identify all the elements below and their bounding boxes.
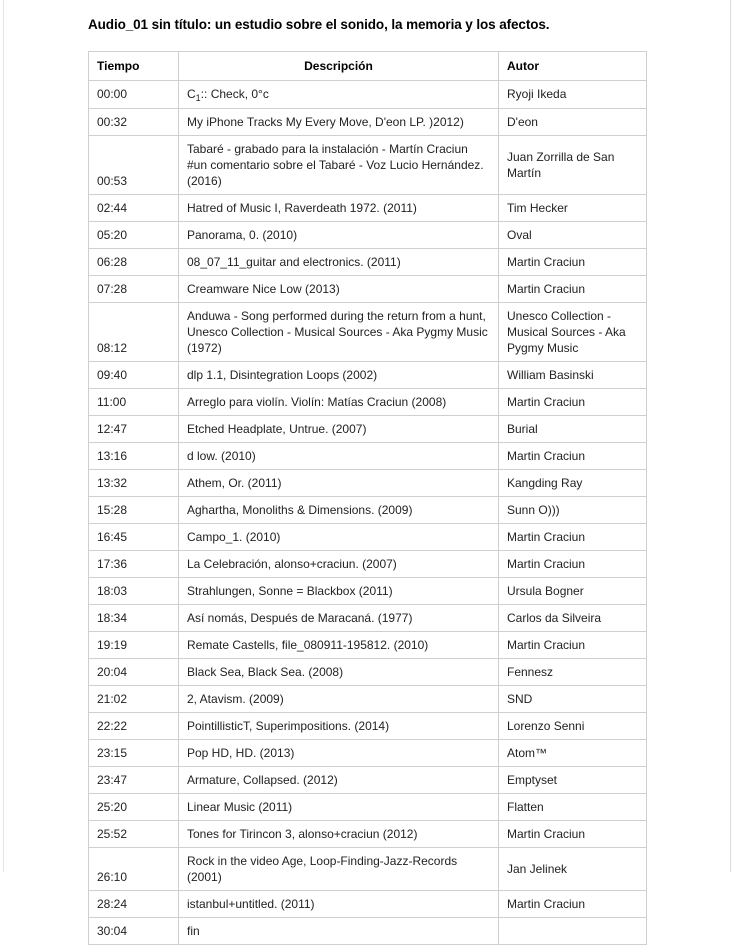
cell-tiempo: 11:00 <box>89 389 179 416</box>
cell-tiempo: 20:04 <box>89 659 179 686</box>
cell-autor: Burial <box>499 416 647 443</box>
table-row <box>89 136 647 195</box>
table-row <box>89 659 647 686</box>
cell-descripcion: Linear Music (2011) <box>179 794 499 821</box>
cell-autor: Sunn O))) <box>499 497 647 524</box>
cell-tiempo: 25:52 <box>89 821 179 848</box>
cell-descripcion: Arreglo para violín. Violín: Matías Craciun (2008) <box>179 389 499 416</box>
table-row <box>89 767 647 794</box>
cell-descripcion: 2, Atavism. (2009) <box>179 686 499 713</box>
cell-tiempo: 25:20 <box>89 794 179 821</box>
table-row <box>89 443 647 470</box>
cell-autor: Ursula Bogner <box>499 578 647 605</box>
cell-autor: Oval <box>499 222 647 249</box>
cell-autor: Tim Hecker <box>499 195 647 222</box>
table-row <box>89 81 647 109</box>
cell-tiempo: 09:40 <box>89 362 179 389</box>
table-row <box>89 303 647 362</box>
table-row <box>89 551 647 578</box>
table-row <box>89 794 647 821</box>
cell-tiempo: 21:02 <box>89 686 179 713</box>
cell-descripcion: PointillisticT, Superimpositions. (2014) <box>179 713 499 740</box>
cell-tiempo: 23:47 <box>89 767 179 794</box>
document-body <box>88 0 646 945</box>
cell-tiempo: 07:28 <box>89 276 179 303</box>
cell-tiempo: 16:45 <box>89 524 179 551</box>
cell-descripcion: Así nomás, Después de Maracaná. (1977) <box>179 605 499 632</box>
cell-descripcion: Campo_1. (2010) <box>179 524 499 551</box>
table-row <box>89 109 647 136</box>
cell-autor: Martin Craciun <box>499 891 647 918</box>
cell-tiempo: 19:19 <box>89 632 179 659</box>
table-row <box>89 249 647 276</box>
cell-tiempo: 18:03 <box>89 578 179 605</box>
cell-autor: Martin Craciun <box>499 389 647 416</box>
cell-tiempo: 00:53 <box>89 136 179 195</box>
cell-descripcion: istanbul+untitled. (2011) <box>179 891 499 918</box>
table-header-row <box>89 52 647 81</box>
cell-autor: Flatten <box>499 794 647 821</box>
table-row <box>89 276 647 303</box>
cell-autor: Unesco Collection - Musical Sources - Aka Pygmy Music <box>499 303 647 362</box>
cell-tiempo: 06:28 <box>89 249 179 276</box>
table-header <box>89 52 647 81</box>
cell-descripcion: Anduwa - Song performed during the return from a hunt, Unesco Collection - Musical Sources - Aka Pygmy Music (1972) <box>179 303 499 362</box>
cell-autor: Carlos da Silveira <box>499 605 647 632</box>
cell-descripcion: Strahlungen, Sonne = Blackbox (2011) <box>179 578 499 605</box>
cell-tiempo: 05:20 <box>89 222 179 249</box>
cell-autor: Lorenzo Senni <box>499 713 647 740</box>
cell-descripcion: Tones for Tirincon 3, alonso+craciun (2012) <box>179 821 499 848</box>
table-row <box>89 222 647 249</box>
column-header-descripcion: Descripción <box>179 52 499 81</box>
cell-descripcion: Aghartha, Monoliths & Dimensions. (2009) <box>179 497 499 524</box>
table-row <box>89 740 647 767</box>
table-row <box>89 389 647 416</box>
cell-autor: D'eon <box>499 109 647 136</box>
table-row <box>89 848 647 891</box>
cell-tiempo: 15:28 <box>89 497 179 524</box>
table-row <box>89 416 647 443</box>
cell-autor <box>499 918 647 945</box>
cell-autor: Martin Craciun <box>499 551 647 578</box>
cell-autor: Martin Craciun <box>499 276 647 303</box>
table-row <box>89 497 647 524</box>
page-title: Audio_01 sin título: un estudio sobre el sonido, la memoria y los afectos. <box>88 17 550 32</box>
table-row <box>89 686 647 713</box>
table-row <box>89 362 647 389</box>
table-row <box>89 470 647 497</box>
cell-descripcion: Athem, Or. (2011) <box>179 470 499 497</box>
cell-tiempo: 00:32 <box>89 109 179 136</box>
cell-autor: Emptyset <box>499 767 647 794</box>
cell-tiempo: 02:44 <box>89 195 179 222</box>
column-header-tiempo: Tiempo <box>89 52 179 81</box>
cell-descripcion: Rock in the video Age, Loop-Finding-Jazz-Records (2001) <box>179 848 499 891</box>
cell-descripcion: Black Sea, Black Sea. (2008) <box>179 659 499 686</box>
audio-cue-table <box>88 51 647 945</box>
cell-autor: SND <box>499 686 647 713</box>
cell-autor: Martin Craciun <box>499 632 647 659</box>
cell-tiempo: 13:16 <box>89 443 179 470</box>
cell-tiempo: 23:15 <box>89 740 179 767</box>
cell-autor: Jan Jelinek <box>499 848 647 891</box>
cell-tiempo: 08:12 <box>89 303 179 362</box>
cell-descripcion: Panorama, 0. (2010) <box>179 222 499 249</box>
cell-tiempo: 26:10 <box>89 848 179 891</box>
cell-tiempo: 13:32 <box>89 470 179 497</box>
cell-autor: William Basinski <box>499 362 647 389</box>
table-row <box>89 821 647 848</box>
cell-tiempo: 12:47 <box>89 416 179 443</box>
cell-descripcion: fin <box>179 918 499 945</box>
cell-autor: Martin Craciun <box>499 249 647 276</box>
cell-descripcion: Creamware Nice Low (2013) <box>179 276 499 303</box>
table-row <box>89 918 647 945</box>
cell-descripcion: $C_1$:: Check, 0°c <box>179 81 499 109</box>
cell-descripcion: Etched Headplate, Untrue. (2007) <box>179 416 499 443</box>
cell-tiempo: 17:36 <box>89 551 179 578</box>
table-row <box>89 891 647 918</box>
cell-tiempo: 30:04 <box>89 918 179 945</box>
cell-descripcion: La Celebración, alonso+craciun. (2007) <box>179 551 499 578</box>
cell-descripcion: Pop HD, HD. (2013) <box>179 740 499 767</box>
cell-tiempo: 18:34 <box>89 605 179 632</box>
cell-autor: Martin Craciun <box>499 821 647 848</box>
cell-autor: Ryoji Ikeda <box>499 81 647 109</box>
table-row <box>89 713 647 740</box>
table-row <box>89 605 647 632</box>
cell-autor: Martin Craciun <box>499 443 647 470</box>
table-row <box>89 632 647 659</box>
cell-descripcion: dlp 1.1, Disintegration Loops (2002) <box>179 362 499 389</box>
cell-tiempo: 28:24 <box>89 891 179 918</box>
cell-descripcion: 08_07_11_guitar and electronics. (2011) <box>179 249 499 276</box>
cell-autor: Fennesz <box>499 659 647 686</box>
cell-descripcion: My iPhone Tracks My Every Move, D'eon LP. )2012) <box>179 109 499 136</box>
table-row <box>89 195 647 222</box>
cell-descripcion: d low. (2010) <box>179 443 499 470</box>
page-edge-right <box>730 0 731 872</box>
table-row <box>89 524 647 551</box>
column-header-autor: Autor <box>499 52 647 81</box>
cell-descripcion: Hatred of Music I, Raverdeath 1972. (2011) <box>179 195 499 222</box>
table-body <box>89 81 647 945</box>
cell-tiempo: 22:22 <box>89 713 179 740</box>
cell-tiempo: 00:00 <box>89 81 179 109</box>
cell-autor: Atom™ <box>499 740 647 767</box>
page-edge-left <box>3 0 4 872</box>
table-row <box>89 578 647 605</box>
cell-descripcion: Armature, Collapsed. (2012) <box>179 767 499 794</box>
cell-descripcion: Tabaré - grabado para la instalación - Martín Craciun #un comentario sobre el Tabaré - Voz Lucio Hernández. (2016) <box>179 136 499 195</box>
cell-descripcion: Remate Castells, file_080911-195812. (2010) <box>179 632 499 659</box>
cell-autor: Martin Craciun <box>499 524 647 551</box>
cell-autor: Kangding Ray <box>499 470 647 497</box>
cell-autor: Juan Zorrilla de San Martín <box>499 136 647 195</box>
